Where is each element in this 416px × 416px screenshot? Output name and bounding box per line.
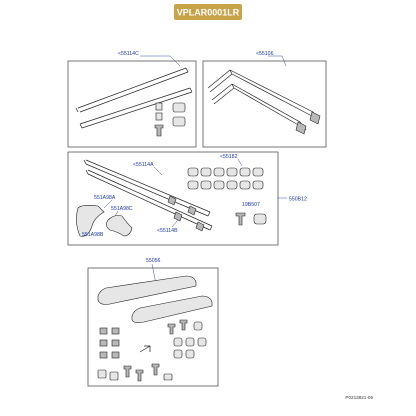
part-label-55114b: <55114B — [157, 228, 178, 234]
bolt — [180, 320, 187, 330]
leader-55114a — [154, 167, 162, 175]
rubber-cap — [174, 338, 182, 346]
bolt — [168, 324, 175, 334]
part-label-55182: <55182 — [220, 154, 238, 160]
bolt — [124, 366, 131, 377]
rubber-cap — [198, 338, 206, 346]
clamp-block — [112, 328, 119, 334]
clamp-block — [112, 352, 119, 358]
leader-55182 — [238, 159, 242, 166]
rubber-cap — [186, 338, 194, 346]
mount-block — [98, 370, 106, 378]
clamp-block — [100, 352, 107, 358]
group-side-rails-55114c — [68, 51, 196, 147]
cover-cap — [201, 181, 211, 189]
crossbar-foot — [310, 112, 320, 124]
bolt — [152, 364, 159, 375]
cover-cap — [240, 181, 250, 189]
cover-cap — [214, 181, 224, 189]
header-badge-text: VPLAR0001LR — [176, 7, 240, 18]
rail-bracket — [188, 206, 196, 215]
group-crossbars-55106 — [203, 51, 326, 147]
cover-cap — [188, 181, 198, 189]
end-cap-right — [106, 216, 132, 237]
foam-pad — [173, 117, 185, 126]
part-label-55056: 55056 — [146, 258, 161, 264]
reference-code: P0213821-06 — [345, 395, 373, 400]
mount-block — [110, 372, 118, 380]
clamp-block — [112, 340, 119, 346]
crossbar-foot — [296, 122, 306, 134]
part-label-550b12: 550B12 — [289, 196, 307, 203]
bolt — [236, 213, 245, 225]
cover-cap — [227, 181, 237, 189]
group-box-55106 — [203, 61, 326, 147]
part-label-55106: <55106 — [256, 51, 274, 57]
cover-cap — [253, 181, 263, 189]
rubber-cap — [194, 322, 202, 330]
rubber-cap — [186, 350, 194, 358]
foam-pad — [254, 214, 266, 224]
rail-bracket — [196, 222, 204, 231]
bolt — [136, 370, 143, 381]
fixing-block — [156, 113, 162, 120]
side-rail-upper — [76, 68, 188, 112]
cover-cap — [214, 168, 224, 176]
part-label-55114a: <55114A — [133, 162, 154, 168]
mount-block — [164, 374, 172, 380]
crossbar-lower — [212, 84, 306, 130]
part-label-551a98c: 551A98C — [111, 206, 133, 212]
clamp-block — [100, 328, 107, 334]
cover-cap — [201, 168, 211, 176]
crossbar-upper — [208, 70, 318, 120]
part-label-19b507: 19B507 — [242, 202, 260, 208]
fixing-block — [156, 103, 162, 110]
part-label-551a98b: 551A98B — [82, 232, 104, 238]
carrier-bar-lower — [132, 296, 212, 323]
part-label-55114c: <55114C — [118, 51, 139, 57]
fixing-bolt — [155, 125, 163, 136]
cover-cap — [227, 168, 237, 176]
group-carrier-55056 — [88, 258, 218, 386]
cover-cap — [240, 168, 250, 176]
header-badge — [174, 4, 242, 20]
leader-55114b — [172, 220, 178, 227]
rubber-cap — [174, 350, 182, 358]
cover-cap — [188, 168, 198, 176]
foam-pad — [173, 103, 185, 112]
hex-key — [140, 346, 150, 352]
rail-bracket — [174, 212, 182, 221]
cover-cap-grid — [188, 168, 263, 189]
part-label-551a98a: 551A98A — [94, 195, 116, 201]
clamp-block — [100, 340, 107, 346]
cover-cap — [253, 168, 263, 176]
group-kit-550b12 — [68, 152, 307, 245]
